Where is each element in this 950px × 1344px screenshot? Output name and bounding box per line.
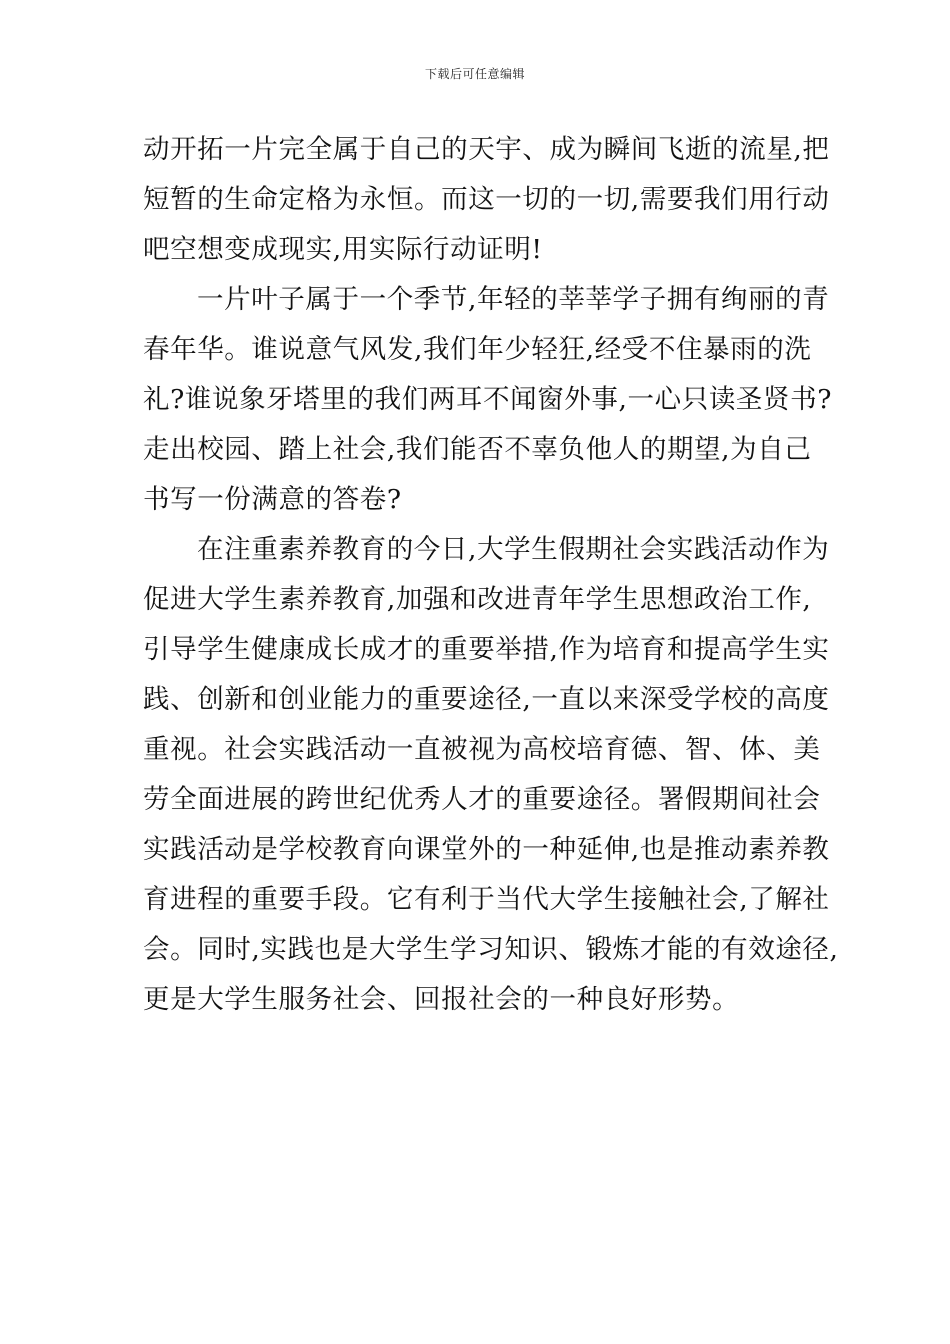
text-line: 促进大学生素养教育,加强和改进青年学生思想政治工作, [143, 584, 812, 615]
text-line: 书写一份满意的答卷? [143, 484, 402, 515]
text-line: 春年华。谁说意气风发,我们年少轻狂,经受不住暴雨的洗 [143, 334, 812, 365]
text-line: 更是大学生服务社会、回报社会的一种良好形势。 [143, 984, 740, 1015]
page-header: 下载后可任意编辑 [424, 67, 525, 81]
text-line: 走出校园、踏上社会,我们能否不辜负他人的期望,为自己 [143, 434, 812, 465]
text-line: 在注重素养教育的今日,大学生假期社会实践活动作为 [197, 534, 830, 565]
text-line: 短暂的生命定格为永恒。而这一切的一切,需要我们用行动 [143, 184, 830, 215]
text-line: 吧空想变成现实,用实际行动证明! [143, 234, 543, 265]
paragraph-1 [143, 128, 830, 278]
text-line: 动开拓一片完全属于自己的天宇、成为瞬间飞逝的流星,把 [143, 134, 830, 165]
text-line: 一片叶子属于一个季节,年轻的莘莘学子拥有绚丽的青 [197, 284, 830, 315]
text-line: 育进程的重要手段。它有利于当代大学生接触社会,了解社 [143, 884, 830, 915]
text-line: 礼?谁说象牙塔里的我们两耳不闻窗外事,一心只读圣贤书? [143, 384, 833, 415]
text-line: 劳全面进展的跨世纪优秀人才的重要途径。署假期间社会 [143, 784, 821, 815]
paragraph-2 [143, 278, 833, 528]
text-line: 会。同时,实践也是大学生学习知识、锻炼才能的有效途径, [143, 934, 839, 965]
paragraph-3 [143, 528, 839, 1028]
document-body [143, 128, 839, 1028]
text-line: 引导学生健康成长成才的重要举措,作为培育和提高学生实 [143, 634, 830, 665]
text-line: 重视。社会实践活动一直被视为高校培育德、智、体、美 [143, 734, 821, 765]
text-line: 践、创新和创业能力的重要途径,一直以来深受学校的高度 [143, 684, 830, 715]
text-line: 实践活动是学校教育向课堂外的一种延伸,也是推动素养教 [143, 834, 830, 865]
